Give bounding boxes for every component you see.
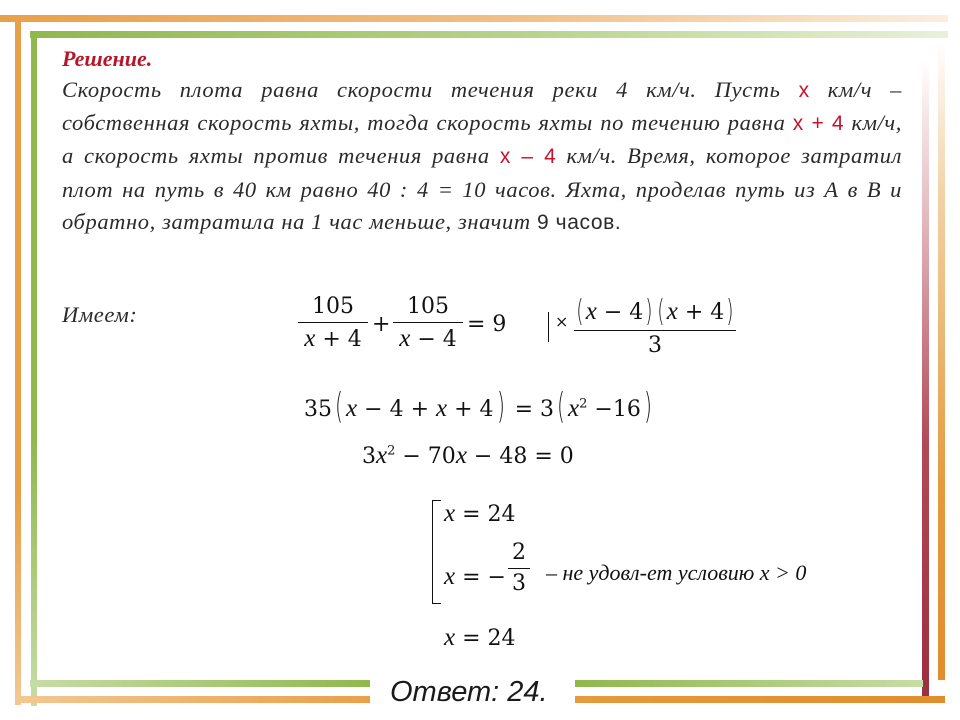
- fraction-denominator: x + 4: [304, 325, 362, 352]
- multiply-sign: ×: [555, 312, 569, 331]
- plus-sign: +: [372, 312, 391, 337]
- fraction-denominator: 3: [648, 333, 662, 358]
- solution-paragraph: [62, 74, 902, 239]
- fraction-105-over-x-plus-4: [298, 294, 368, 353]
- fraction-105-over-x-minus-4: [393, 294, 463, 353]
- fraction-line: [508, 568, 530, 569]
- paragraph-text-4: км/ч. Время, которое затратил плот на путь в 40 км равно 40 : 4 = 10 часов. Яхта, проделав путь из А в В и обратно, затратила на 1 час меньше, значит: [62, 143, 902, 234]
- frame-top-green-bar: [30, 31, 948, 38]
- fraction-denominator: 3: [512, 571, 526, 596]
- equation-expanded: 35( x − 4 + x + 4) = 3( $x^2 -16$): [304, 386, 652, 427]
- quadratic-equation: $3x^2 - 70x - 48 = 0$: [362, 442, 574, 469]
- fraction-numerator: (x − 4) (x + 4): [576, 294, 734, 329]
- paragraph-text-1: Скорость плота равна скорости течения реки 4 км/ч. Пусть: [62, 77, 799, 102]
- frame-left-green-bar: [31, 31, 37, 706]
- equals-nine: = 9: [467, 312, 507, 337]
- paragraph-text-2: км/ч – собственная скорость яхты, тогда скорость яхты по течению равна: [62, 77, 902, 136]
- imeem-label: Имеем:: [62, 302, 138, 327]
- root-2: x = −: [444, 563, 506, 590]
- solution-heading: Решение.: [62, 46, 153, 71]
- fraction-line: [574, 330, 736, 331]
- paragraph-text-5: 9 часов.: [536, 210, 622, 234]
- fraction-numerator: 105: [407, 294, 449, 319]
- frame-left-orange-bar: [15, 15, 21, 705]
- fraction-numerator: 105: [312, 294, 354, 319]
- frame-right-red-bar: [922, 60, 929, 700]
- fraction-line: [298, 322, 368, 323]
- fraction-denominator: x − 4: [399, 325, 457, 352]
- fraction-numerator: 2: [512, 540, 526, 565]
- multiply-separator-bar: [548, 312, 549, 342]
- frame-top-orange-bar: [0, 15, 948, 22]
- speed-upstream-expr: x – 4: [499, 145, 557, 169]
- frame-right-orange-bar: [938, 40, 945, 680]
- speed-downstream-expr: x + 4: [792, 112, 845, 136]
- root-1: x = 24: [444, 500, 516, 527]
- paragraph-text-3: км/ч, а скорость яхты против течения равна: [62, 110, 902, 169]
- answer-text: Ответ: 24.: [390, 676, 548, 708]
- variable-x: x: [798, 79, 810, 102]
- frame-bottom-orange-bar-left: [15, 696, 370, 703]
- fraction-line: [393, 322, 463, 323]
- final-root: x = 24: [444, 624, 516, 651]
- roots-bracket: [432, 500, 441, 604]
- fraction-two-thirds: [508, 540, 530, 596]
- fraction-multiplier: [574, 292, 736, 358]
- root-rejection-note: – не удовл-ет условию x > 0: [546, 560, 807, 585]
- frame-bottom-green-bar-right: [575, 680, 923, 687]
- frame-bottom-green-bar-left: [30, 680, 370, 687]
- frame-bottom-orange-bar-right: [575, 696, 945, 703]
